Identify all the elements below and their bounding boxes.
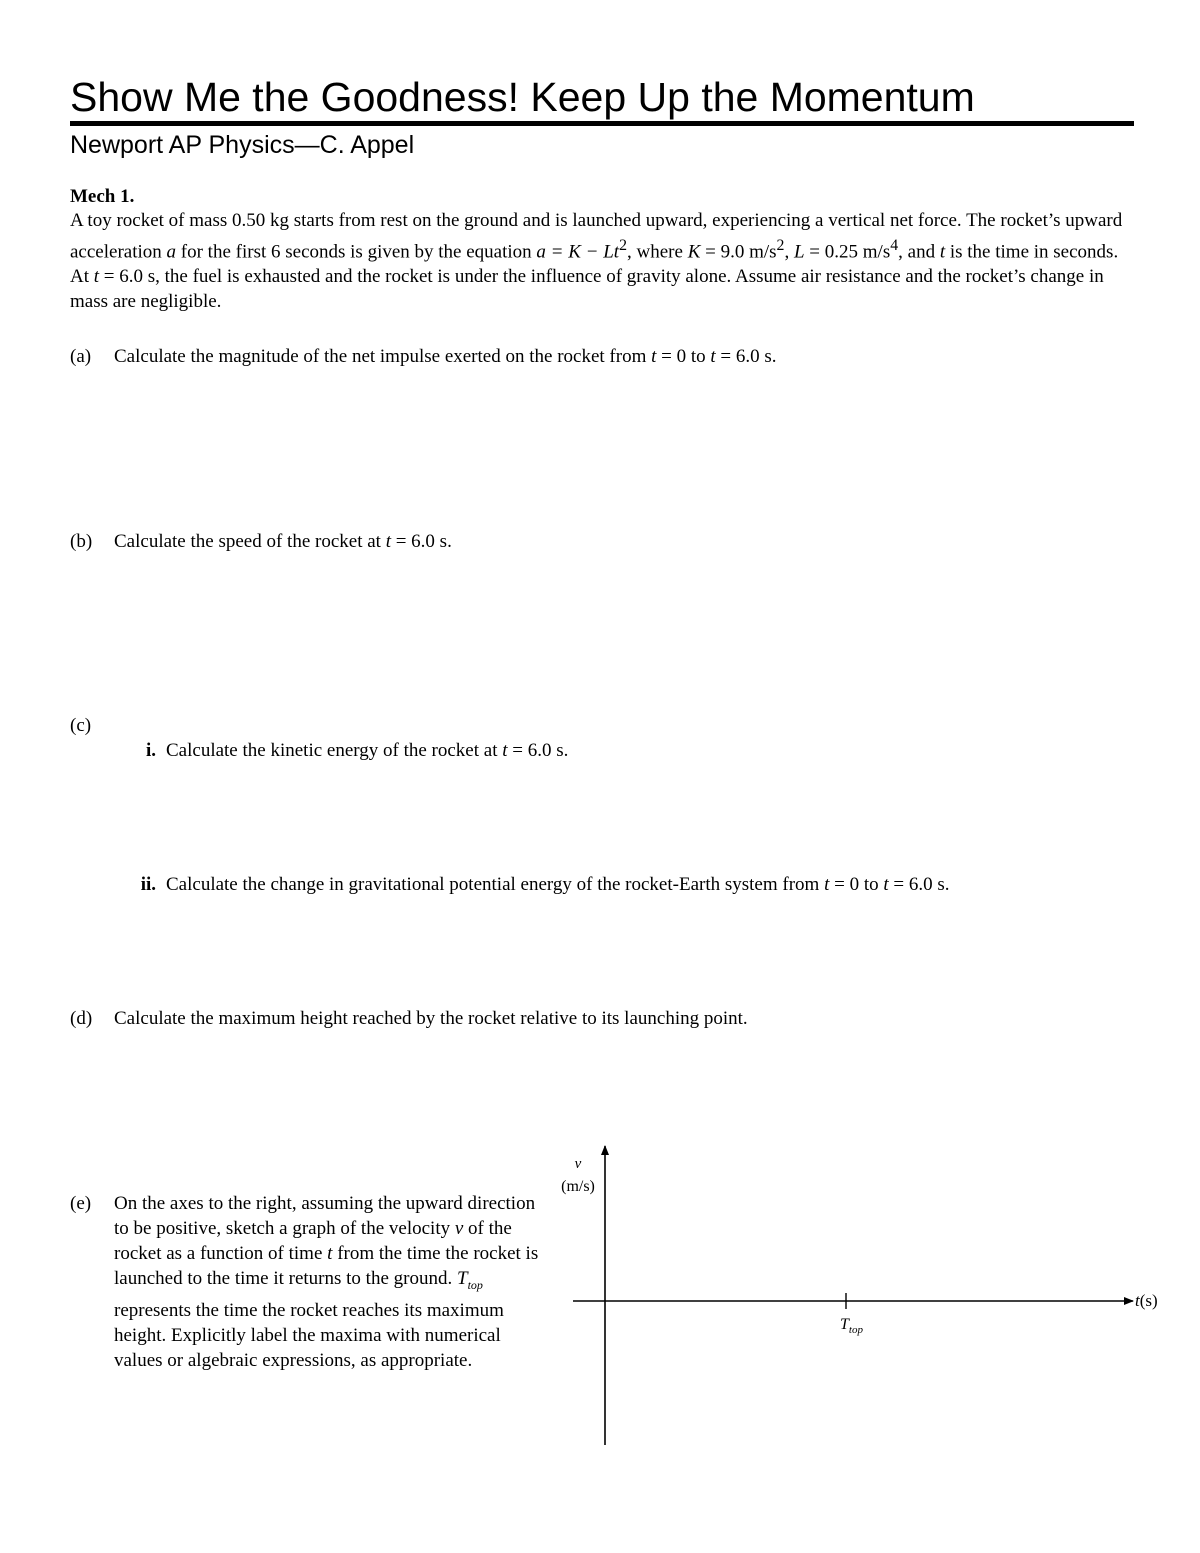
velocity-time-axes[interactable] bbox=[550, 1140, 1170, 1450]
part-c-i: i. Calculate the kinetic energy of the rocket at t = 6.0 s. bbox=[118, 738, 568, 763]
y-axis-variable: v bbox=[574, 1156, 582, 1172]
y-axis-unit: (m/s) bbox=[561, 1178, 595, 1195]
page-title: Show Me the Goodness! Keep Up the Momentum bbox=[70, 74, 975, 120]
part-b: (b) Calculate the speed of the rocket at t = 6.0 s. bbox=[70, 531, 452, 552]
part-d-marker: (d) bbox=[70, 1008, 93, 1029]
acceleration-equation: a = K − Lt bbox=[536, 241, 620, 263]
part-c-ii: ii. Calculate the change in gravitational potential energy of the rocket-Earth system from t = 0 to t = 6.0 s. bbox=[118, 872, 950, 897]
part-d: (d) Calculate the maximum height reached by the rocket relative to its launching point. bbox=[70, 1008, 748, 1029]
problem-intro: A toy rocket of mass 0.50 kg starts from rest on the ground and is launched upward, experiencing a vertical net force. The rocket’s upward acceleration a for the first 6 seconds is given by the equation $a = K - Lt^2$, where K = 9.0 $m/s^2$, L = 0.25 $m/s^4$, and t is the time in seconds. At t = 6.0 s, the fuel is exhausted and the rocket is under the influence of gravity alone. Assume air resistance and the rocket’s change in mass are negligible. bbox=[70, 210, 1123, 313]
x-axis-label: t(s) bbox=[1135, 1291, 1158, 1310]
part-c-marker: (c) bbox=[70, 715, 92, 736]
part-a-marker: (a) bbox=[70, 346, 92, 367]
page-subtitle: Newport AP Physics—C. Appel bbox=[70, 131, 415, 159]
part-c bbox=[70, 713, 114, 738]
part-c-ii-marker: ii. bbox=[140, 874, 156, 895]
part-c-i-marker: i. bbox=[145, 740, 156, 761]
part-b-marker: (b) bbox=[70, 531, 93, 552]
title-rule bbox=[70, 121, 1134, 126]
part-e: (e) On the axes to the right, assuming the upward direction to be positive, sketch a graph of the velocity v of the rocket as a function of time t from the time the rocket is launched to the time it returns to the ground. $T_{top}$ represents the time the rocket reaches its maximum height. Explicitly label the maxima with numerical values or algebraic expressions, as appropriate. bbox=[70, 1193, 539, 1371]
problem-label: Mech 1. bbox=[70, 186, 135, 207]
t-top-label: $T_{top}$ bbox=[840, 1316, 863, 1336]
part-e-marker: (e) bbox=[70, 1193, 92, 1214]
part-a: (a) Calculate the magnitude of the net impulse exerted on the rocket from t = 0 to t = 6.0 s. bbox=[70, 346, 777, 367]
